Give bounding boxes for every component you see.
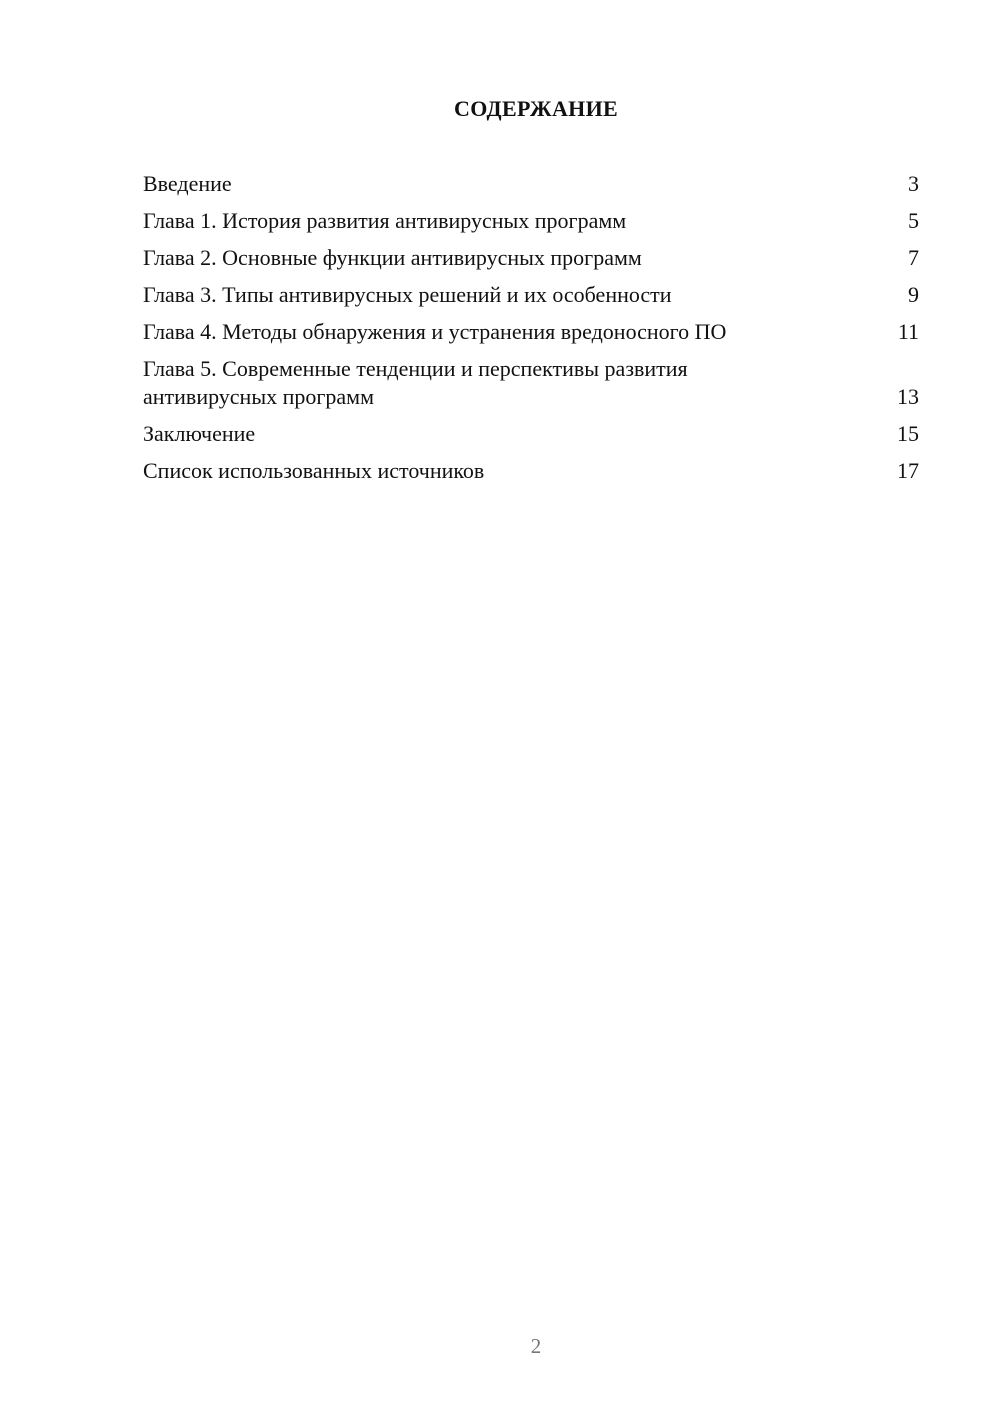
toc-entry-conclusion (143, 420, 919, 448)
toc-entry-references (143, 457, 919, 485)
table-of-contents (143, 170, 919, 494)
toc-entry-page: 13 (897, 384, 919, 409)
toc-entry-chapter-4 (143, 318, 919, 346)
toc-entry-label: Список использованных источников (143, 458, 485, 483)
toc-entry-page: 11 (897, 319, 919, 344)
toc-entry-page: 5 (908, 208, 919, 233)
toc-entry-chapter-2 (143, 244, 919, 272)
toc-entry-chapter-5 (143, 355, 919, 411)
toc-entry-label: Глава 3. Типы антивирусных решений и их особенности (143, 282, 672, 307)
toc-entry-label: Глава 4. Методы обнаружения и устранения вредоносного ПО (143, 319, 727, 344)
toc-entry-label: Заключение (143, 421, 256, 446)
page-number: 2 (530, 1334, 542, 1358)
toc-entry-page: 17 (897, 458, 919, 483)
toc-entry-chapter-1 (143, 207, 919, 235)
toc-entry-page: 15 (897, 421, 919, 446)
toc-entry-page: 3 (908, 171, 919, 196)
toc-entry-page: 7 (908, 245, 919, 270)
toc-entry-label: Глава 5. Современные тенденции и перспективы развития антивирусных программ (143, 356, 688, 409)
toc-entry-page: 9 (908, 282, 919, 307)
toc-entry-label: Глава 1. История развития антивирусных программ (143, 208, 627, 233)
page-title: СОДЕРЖАНИЕ (454, 96, 618, 121)
toc-entry-chapter-3 (143, 281, 919, 309)
toc-entry-introduction (143, 170, 919, 198)
toc-entry-label: Введение (143, 171, 232, 196)
toc-entry-label: Глава 2. Основные функции антивирусных программ (143, 245, 642, 270)
